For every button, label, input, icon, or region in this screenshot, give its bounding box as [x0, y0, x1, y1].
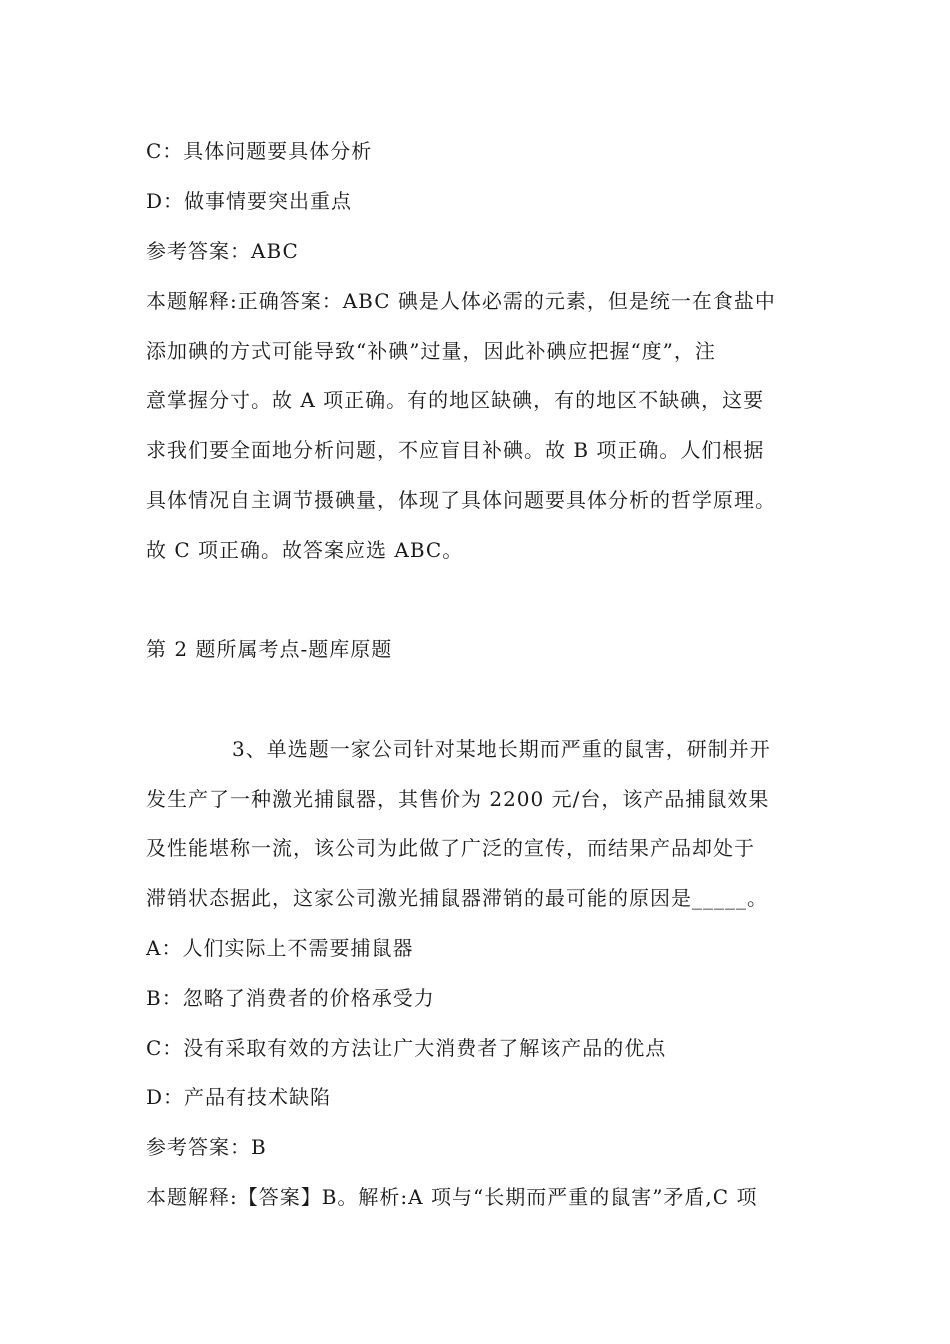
- prev-option-c: C：具体问题要具体分析: [146, 139, 373, 163]
- prev-explanation-line: 本题解释:正确答案：ABC 碘是人体必需的元素，但是统一在食盐中: [146, 289, 776, 313]
- prev-explanation-line: 求我们要全面地分析问题，不应盲目补碘。故 B 项正确。人们根据: [146, 438, 765, 462]
- prev-explanation-line: 意掌握分寸。故 A 项正确。有的地区缺碘，有的地区不缺碘，这要: [146, 388, 765, 412]
- option-b: B：忽略了消费者的价格承受力: [146, 986, 435, 1010]
- option-c: C：没有采取有效的方法让广大消费者了解该产品的优点: [146, 1036, 667, 1060]
- question-stem-line: 3、单选题一家公司针对某地长期而严重的鼠害，研制并开: [232, 737, 771, 761]
- question-stem-line: 发生产了一种激光捕鼠器，其售价为 2200 元/台，该产品捕鼠效果: [146, 787, 770, 811]
- option-a: A：人们实际上不需要捕鼠器: [146, 936, 414, 960]
- explanation: 本题解释:【答案】B。解析:A 项与“长期而严重的鼠害”矛盾,C 项: [146, 1185, 758, 1209]
- prev-explanation-line: 添加碘的方式可能导致“补碘”过量，因此补碘应把握“度”，注: [146, 339, 716, 363]
- prev-explanation-line: 故 C 项正确。故答案应选 ABC。: [146, 538, 464, 562]
- option-d: D：产品有技术缺陷: [146, 1085, 332, 1109]
- prev-answer: 参考答案：ABC: [146, 239, 299, 263]
- prev-option-d: D：做事情要突出重点: [146, 189, 353, 213]
- question-stem-line: 滞销状态据此，这家公司激光捕鼠器滞销的最可能的原因是_____。: [146, 886, 768, 910]
- answer: 参考答案：B: [146, 1135, 267, 1159]
- prev-explanation-line: 具体情况自主调节摄碘量，体现了具体问题要具体分析的哲学原理。: [146, 488, 776, 512]
- topic-note: 第 2 题所属考点-题库原题: [146, 637, 393, 661]
- question-stem-line: 及性能堪称一流，该公司为此做了广泛的宣传，而结果产品却处于: [146, 836, 755, 860]
